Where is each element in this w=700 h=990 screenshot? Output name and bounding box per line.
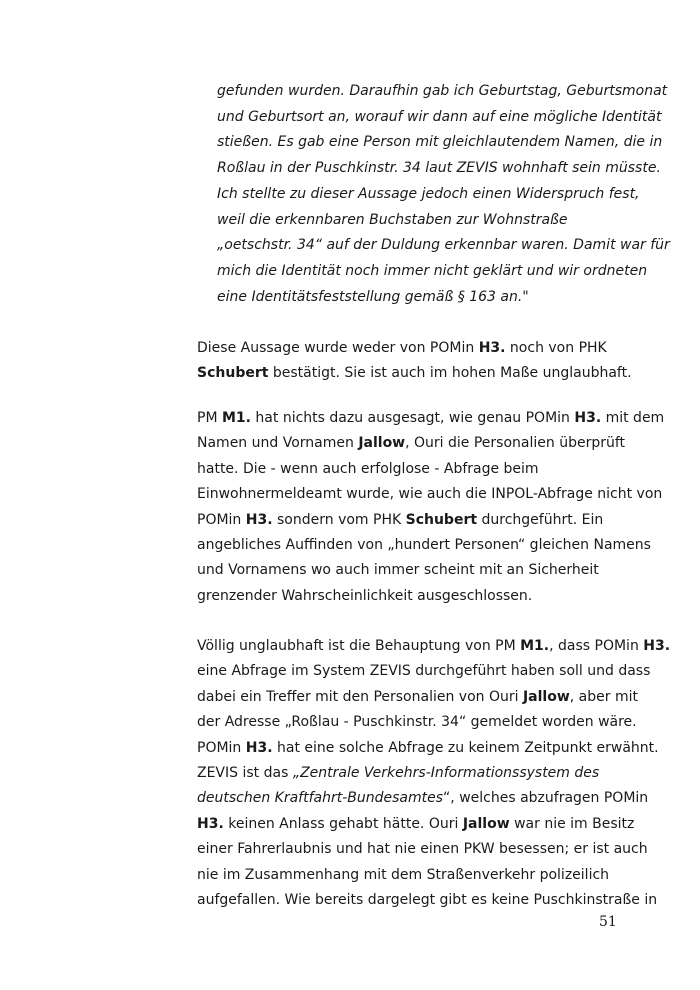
text-segment: , Ouri die Personalien überprüft	[405, 435, 626, 452]
witness-quote	[217, 79, 670, 310]
text-line	[197, 634, 671, 659]
text-segment: durchgeführt. Ein	[477, 511, 604, 528]
italic-term: „Zentrale Verkehrs-Informationssystem des	[292, 765, 600, 782]
text-segment: mit dem	[601, 410, 665, 426]
bold-name: H3.	[478, 340, 506, 356]
text-segment: , aber mit	[569, 688, 638, 705]
text-line: nie im Zusammenhang mit dem Straßenverkehr polizeilich	[197, 866, 610, 883]
text-line	[197, 736, 659, 761]
text-line: angebliches Auffinden von „hundert Personen“ gleichen Namens	[197, 537, 651, 554]
bold-name: Schubert	[197, 365, 269, 382]
text-line	[197, 685, 637, 710]
closing-quote-mark: "	[522, 288, 529, 305]
text-line	[197, 786, 649, 811]
quote-line: weil die erkennbaren Buchstaben zur Wohnstraße	[217, 211, 568, 228]
quote-line: mich die Identität noch immer nicht geklärt und wir ordneten	[217, 262, 648, 279]
paragraph-1	[197, 336, 637, 387]
text-segment: hat eine solche Abfrage zu keinem Zeitpunkt erwähnt.	[272, 739, 659, 756]
text-line: einer Fahrerlaubnis und hat nie einen PKW besessen; er ist auch	[197, 841, 648, 858]
text-segment: keinen Anlass gehabt hätte. Ouri	[223, 815, 463, 832]
bold-name: Jallow	[358, 435, 406, 452]
text-line: aufgefallen. Wie bereits dargelegt gibt es keine Puschkinstraße in	[197, 892, 658, 909]
text-line	[197, 406, 665, 431]
text-segment: Namen und Vornamen	[197, 435, 359, 452]
text-segment: POMin	[197, 511, 246, 528]
text-line: und Vornamens wo auch immer scheint mit an Sicherheit	[197, 562, 599, 579]
text-line: Einwohnermeldeamt wurde, wie auch die INPOL-Abfrage nicht von	[197, 486, 663, 503]
bold-name: H3.	[643, 638, 671, 654]
text-line: der Adresse „Roßlau - Puschkinstr. 34“ gemeldet worden wäre.	[197, 714, 637, 731]
text-segment: dabei ein Treffer mit den Personalien von Ouri	[197, 688, 523, 705]
text-segment: noch von PHK	[505, 340, 607, 356]
quote-line: gefunden wurden. Daraufhin gab ich Geburtstag, Geburtsmonat	[217, 83, 668, 99]
bold-name: H3.	[245, 739, 273, 756]
text-segment: POMin	[197, 739, 246, 756]
text-segment: hat nichts dazu ausgesagt, wie genau POMin	[250, 410, 575, 426]
text-segment: “, welches abzufragen POMin	[443, 790, 649, 807]
text-segment: bestätigt. Sie ist auch im hohen Maße unglaubhaft.	[268, 365, 632, 382]
bold-name: H3.	[197, 815, 224, 832]
quote-line-last	[217, 285, 637, 311]
text-segment: sondern vom PHK	[272, 511, 406, 528]
bold-name: H3.	[245, 511, 273, 528]
page-number: 51	[599, 914, 617, 930]
text-segment: ZEVIS ist das	[197, 765, 293, 782]
text-line	[197, 812, 637, 837]
bold-name: Jallow	[522, 688, 570, 705]
paragraph-3	[197, 634, 671, 913]
quote-line: und Geburtsort an, worauf wir dann auf eine mögliche Identität	[217, 108, 662, 125]
quote-line: Roßlau in der Puschkinstr. 34 laut ZEVIS wohnhaft sein müsste.	[217, 160, 661, 177]
text-line	[197, 508, 637, 533]
text-segment: Diese Aussage wurde weder von POMin	[197, 340, 479, 356]
bold-name: M1.	[520, 638, 550, 654]
text-segment: war nie im Besitz	[509, 815, 635, 832]
text-line: hatte. Die - wenn auch erfolglose - Abfrage beim	[197, 460, 539, 477]
bold-name: H3.	[574, 410, 602, 426]
italic-term: deutschen Kraftfahrt-Bundesamtes	[197, 790, 444, 807]
paragraph-2	[197, 406, 665, 609]
text-line: grenzender Wahrscheinlichkeit ausgeschlossen.	[197, 587, 533, 604]
bold-name: Jallow	[462, 815, 510, 832]
quote-line: stießen. Es gab eine Person mit gleichlautendem Namen, die in	[217, 134, 663, 151]
text-line	[197, 361, 637, 386]
text-line: eine Abfrage im System ZEVIS durchgeführt haben soll und dass	[197, 663, 651, 680]
bold-name: M1.	[221, 410, 251, 426]
text-segment: PM	[197, 410, 222, 426]
quote-line: „oetschstr. 34“ auf der Duldung erkennbar waren. Damit war für	[217, 237, 670, 254]
text-line	[197, 431, 637, 456]
quote-line: Ich stellte zu dieser Aussage jedoch einen Widerspruch fest,	[217, 185, 640, 202]
bold-name: Schubert	[405, 511, 478, 528]
text-segment: Völlig unglaubhaft ist die Behauptung von PM	[197, 638, 521, 654]
text-line	[197, 336, 637, 361]
text-line	[197, 761, 637, 786]
text-segment: , dass POMin	[549, 638, 644, 654]
quote-text: eine Identitätsfeststellung gemäß § 163 an.	[217, 288, 523, 305]
